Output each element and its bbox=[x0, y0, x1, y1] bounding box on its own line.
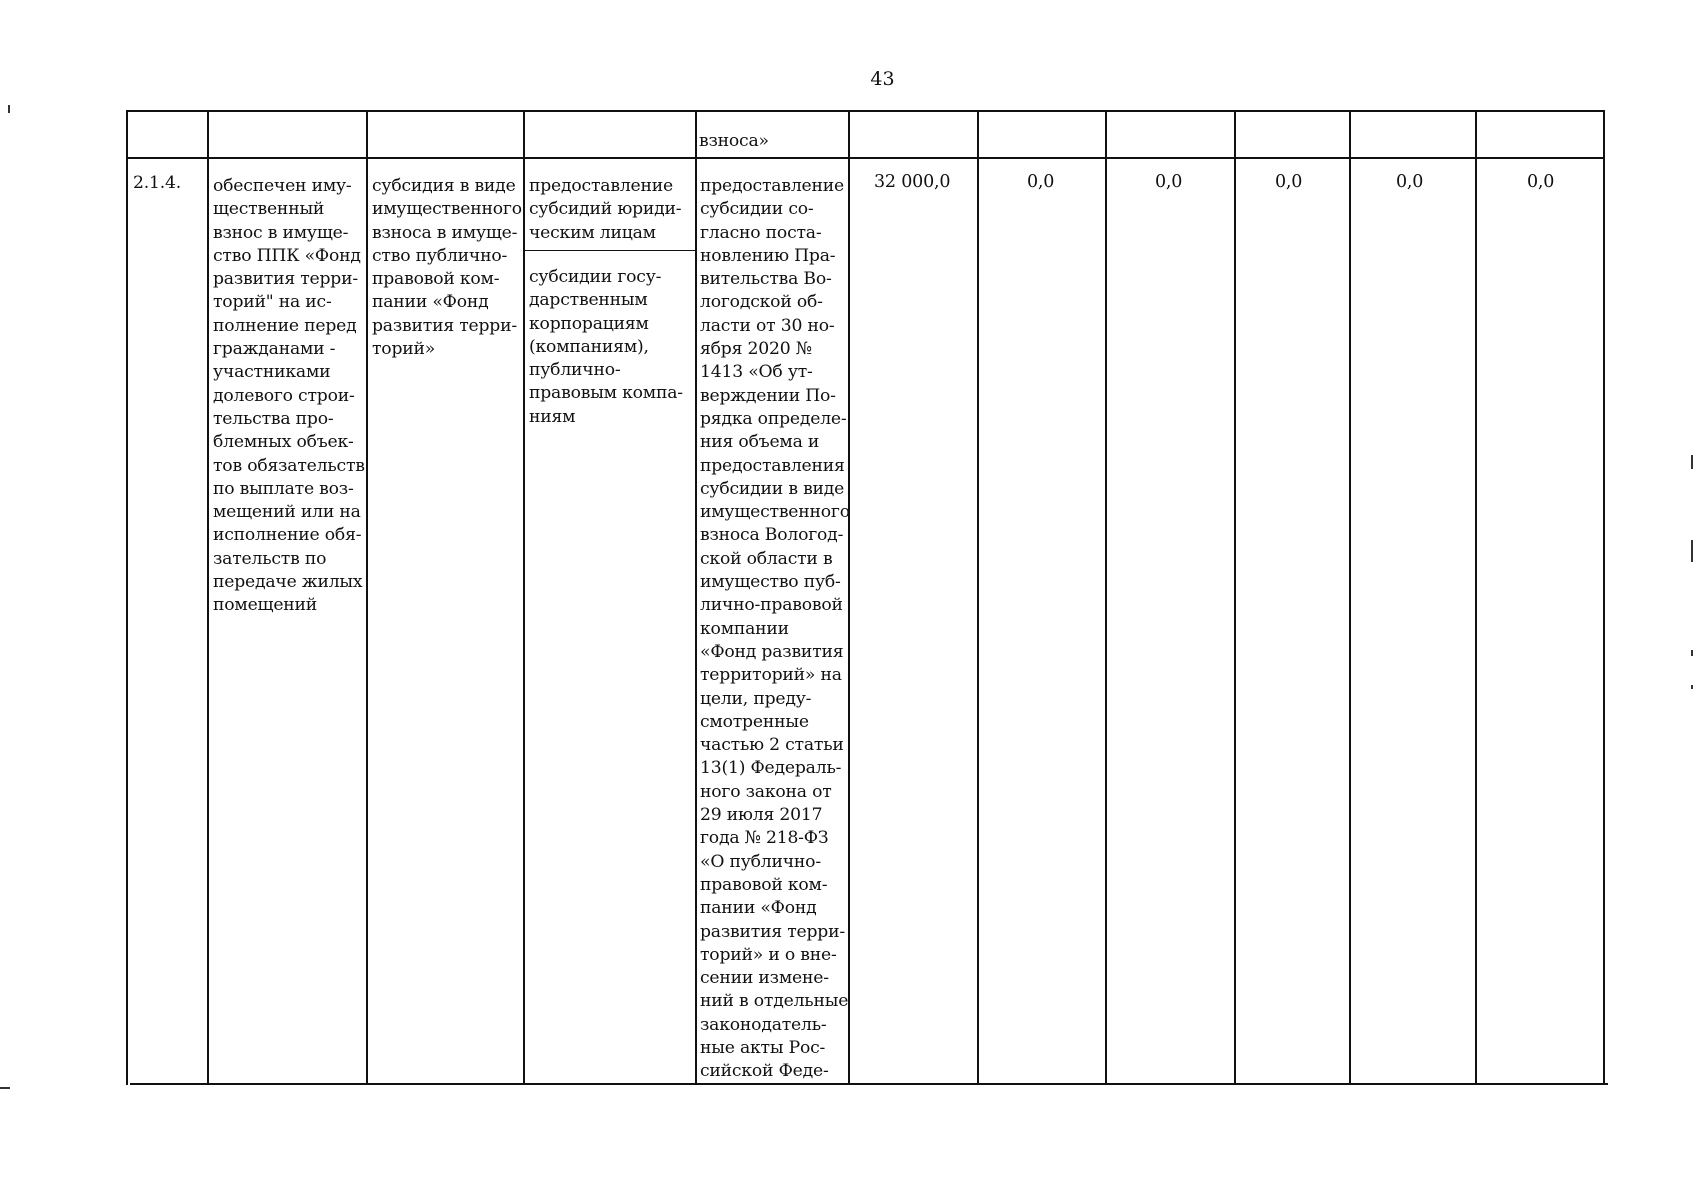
table-top-border bbox=[126, 110, 1604, 112]
value-cell-4: 0,0 bbox=[1275, 172, 1303, 192]
page-number: 43 bbox=[870, 68, 895, 90]
value-cell-1: 32 000,0 bbox=[874, 172, 951, 192]
col-border-11 bbox=[1603, 110, 1605, 1085]
col-border-7 bbox=[1105, 110, 1107, 1085]
table-bottom-border bbox=[130, 1083, 1608, 1085]
scan-mark-right-2 bbox=[1691, 540, 1693, 562]
result-cell: обеспечен иму- щественный взнос в имуще- ство ППК «Фонд развития терри- торий" на ис- полнение перед гражданами - участниками долевого строи- тельства про- блемных объек- тов обязательств по выплате воз- мещений или на исполнение обя- зательств по передаче жилых помещений bbox=[213, 176, 365, 616]
col-border-10 bbox=[1475, 110, 1477, 1085]
value-cell-2: 0,0 bbox=[1027, 172, 1055, 192]
scan-mark-bottom-left bbox=[0, 1087, 10, 1089]
value-cell-6: 0,0 bbox=[1527, 172, 1555, 192]
expense-type-cell: субсидия в виде имущественного взноса в имуще- ство публично- правовой ком- пании «Фонд развития терри- торий» bbox=[372, 176, 522, 360]
row-separator bbox=[126, 157, 1604, 159]
value-cell-5: 0,0 bbox=[1396, 172, 1424, 192]
row-number: 2.1.4. bbox=[133, 173, 181, 193]
continuation-mechanism-text: взноса» bbox=[699, 131, 769, 151]
direction-subrow-separator bbox=[524, 250, 696, 251]
value-cell-3: 0,0 bbox=[1155, 172, 1183, 192]
col-border-0 bbox=[126, 110, 128, 1085]
direction-cell-2: субсидии госу- дарственным корпорациям (компаниям), публично- правовым компа- ниям bbox=[529, 267, 683, 427]
scan-mark-right-3 bbox=[1691, 650, 1693, 656]
col-border-4 bbox=[695, 110, 697, 1085]
direction-cell-1: предоставление субсидий юриди- ческим лицам bbox=[529, 176, 682, 243]
scan-mark-right-1 bbox=[1691, 455, 1693, 469]
scan-mark-right-4 bbox=[1691, 685, 1693, 689]
scan-mark-left bbox=[8, 105, 10, 113]
col-border-9 bbox=[1349, 110, 1351, 1085]
col-border-1 bbox=[207, 110, 209, 1085]
mechanism-cell: предоставление субсидии со- гласно поста- новлению Пра- вительства Во- логодской об- ласти от 30 но- ября 2020 № 1413 «Об ут- верждении По- рядка определе- ния объема и предоставления субсидии в виде имущественного взноса Вологод- ской области в имущество пуб- лично-правовой компании «Фонд развития территорий» на цели, преду- смотренные частью 2 статьи 13(1) Федераль- ного закона от 29 июля 2017 года № 218-ФЗ «О публично- правовой ком- пании «Фонд развития терри- торий» и о вне- сении измене- ний в отдельные законодатель- ные акты Рос- сийской Феде- bbox=[700, 176, 850, 1082]
col-border-8 bbox=[1234, 110, 1236, 1085]
col-border-6 bbox=[977, 110, 979, 1085]
col-border-3 bbox=[523, 110, 525, 1085]
col-border-2 bbox=[366, 110, 368, 1085]
